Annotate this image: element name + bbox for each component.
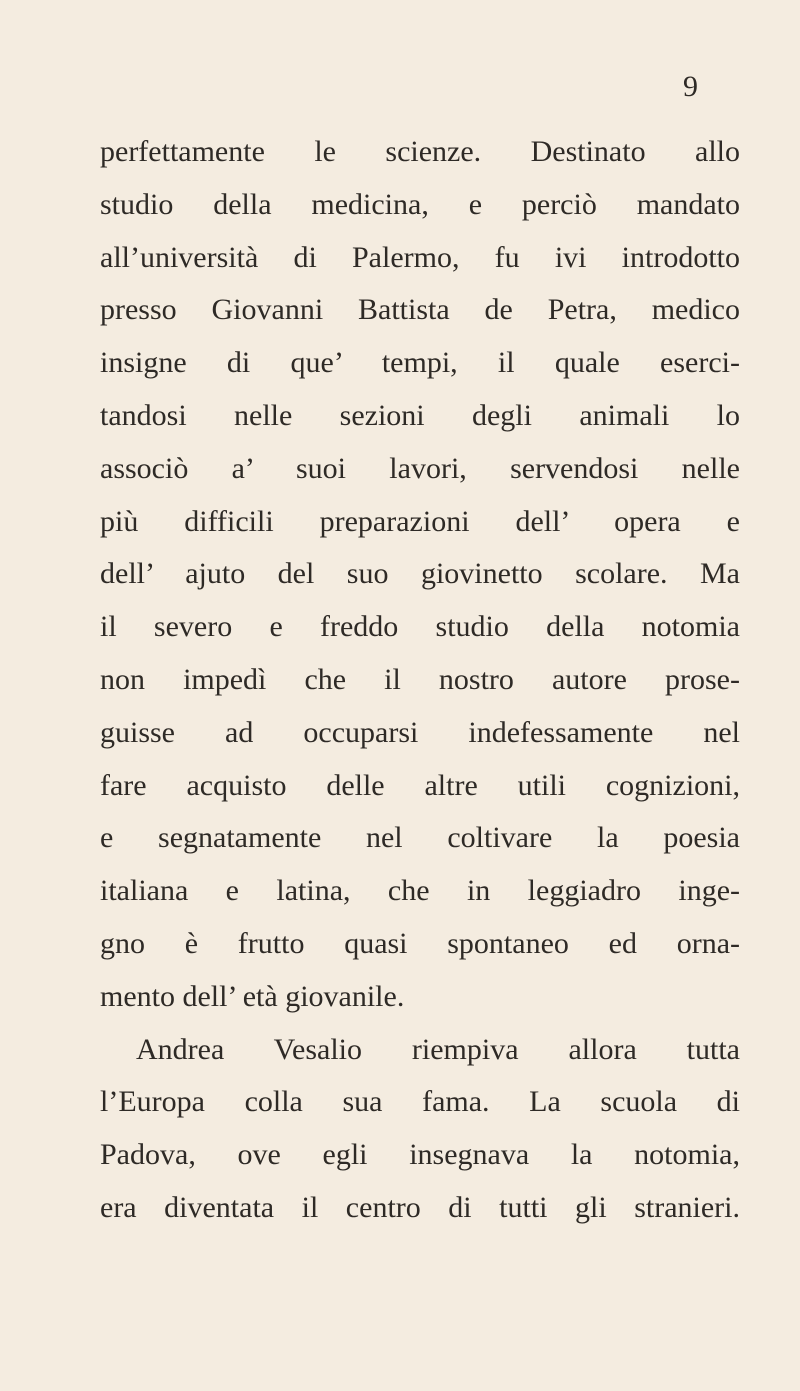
text-line: associò a’ suoi lavori, servendosi nelle (100, 451, 740, 485)
text-line: all’università di Palermo, fu ivi introdotto (100, 240, 740, 274)
text-line: Andrea Vesalio riempiva allora tutta (136, 1032, 740, 1066)
text-line: insigne di que’ tempi, il quale eserci- (100, 346, 740, 380)
text-line: non impedì che il nostro autore prose- (100, 662, 740, 696)
text-line: presso Giovanni Battista de Petra, medico (100, 293, 740, 327)
paragraph-2 (100, 1024, 740, 1235)
text-line: tandosi nelle sezioni degli animali lo (100, 398, 740, 432)
text-line: il severo e freddo studio della notomia (100, 610, 740, 644)
text-line: studio della medicina, e perciò mandato (100, 187, 740, 221)
text-line: e segnatamente nel coltivare la poesia (100, 821, 740, 855)
text-line: dell’ ajuto del suo giovinetto scolare. Ma (100, 557, 740, 591)
page-number: 9 (683, 70, 698, 103)
paragraph-1 (100, 126, 740, 1024)
text-line: più difficili preparazioni dell’ opera e (100, 504, 740, 538)
text-line: era diventata il centro di tutti gli stranieri. (100, 1190, 740, 1224)
text-line: guisse ad occuparsi indefessamente nel (100, 715, 740, 749)
text-line: italiana e latina, che in leggiadro inge- (100, 874, 740, 908)
text-line: Padova, ove egli insegnava la notomia, (100, 1138, 740, 1172)
body-text (100, 126, 740, 1235)
text-line: fare acquisto delle altre utili cognizioni, (100, 768, 740, 802)
text-line: l’Europa colla sua fama. La scuola di (100, 1085, 740, 1119)
text-line: perfettamente le scienze. Destinato allo (100, 135, 740, 168)
text-line: gno è frutto quasi spontaneo ed orna- (100, 926, 740, 960)
text-line: mento dell’ età giovanile. (100, 979, 405, 1013)
